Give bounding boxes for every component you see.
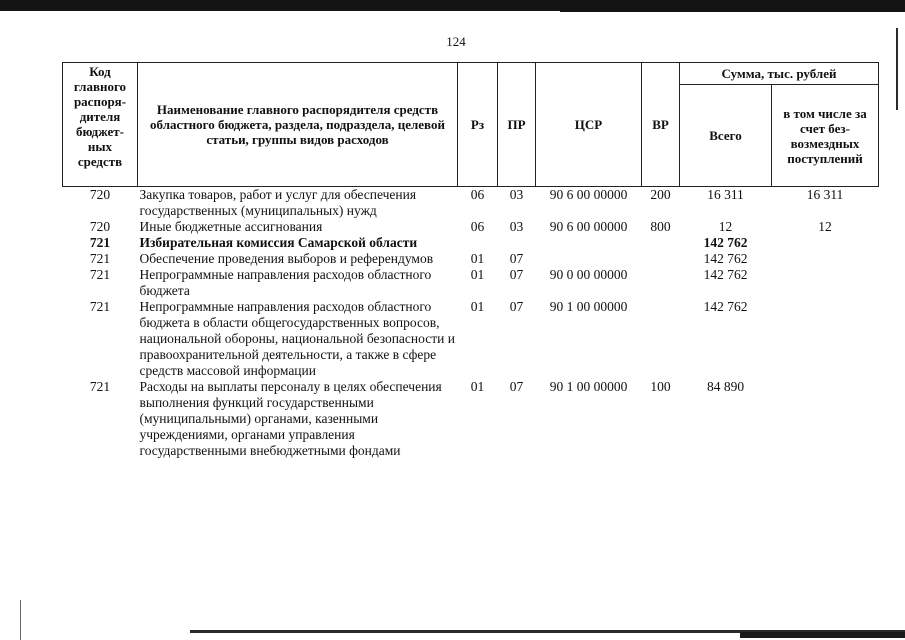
cell-name: Непрограммные направления расходов областного бюджета в области общегосударственных вопросов, национальной обороны, национальной безопасности и правоохранительной деятельности, а также в сфере средств массовой информации (139, 299, 455, 378)
table-body (63, 187, 879, 460)
cell-rz: 01 (470, 251, 485, 266)
cell-bez (772, 379, 879, 459)
cell-bez: 12 (818, 219, 832, 234)
cell-bez (772, 251, 879, 267)
header-vr: ВР (642, 63, 680, 187)
table-row (63, 251, 879, 267)
cell-vr: 800 (650, 219, 671, 234)
cell-vr (642, 299, 680, 379)
cell-rz: 01 (470, 299, 485, 314)
table-row (63, 379, 879, 459)
cell-code: 721 (89, 251, 111, 266)
cell-csr: 90 1 00 00000 (549, 379, 628, 394)
cell-vr: 200 (650, 187, 671, 202)
cell-pr: 07 (509, 299, 524, 314)
cell-total: 12 (718, 219, 733, 234)
cell-pr (498, 235, 536, 251)
cell-pr: 03 (509, 187, 524, 202)
cell-code: 721 (89, 267, 111, 282)
cell-rz: 06 (470, 219, 485, 234)
cell-name: Закупка товаров, работ и услуг для обеспечения государственных (муниципальных) нужд (139, 187, 417, 218)
cell-csr: 90 0 00 00000 (549, 267, 628, 282)
cell-rz: 01 (470, 267, 485, 282)
header-code: Код главного распоря- дителя бюджет- ных средств (63, 63, 138, 187)
cell-bez: 16 311 (806, 187, 844, 202)
cell-bez (772, 267, 879, 299)
cell-name: Расходы на выплаты персоналу в целях обеспечения выполнения функций государственными (муниципальными) органами, казенными учреждениями, органами управления государственными внебюджетными фондами (139, 379, 442, 458)
cell-pr: 07 (509, 379, 524, 394)
cell-code: 720 (89, 187, 111, 202)
scan-edge-top-notch (560, 9, 905, 12)
cell-bez (772, 299, 879, 379)
cell-total: 84 890 (706, 379, 745, 394)
cell-total: 142 762 (703, 235, 748, 250)
cell-pr: 03 (509, 219, 524, 234)
cell-total: 142 762 (703, 267, 748, 282)
scan-edge-right (896, 28, 898, 110)
header-sum: Сумма, тыс. рублей (680, 63, 879, 85)
header-csr: ЦСР (536, 63, 642, 187)
cell-csr (536, 251, 642, 267)
header-total: Всего (680, 85, 772, 187)
cell-name: Обеспечение проведения выборов и референдумов (139, 251, 434, 266)
header-name: Наименование главного распорядителя средств областного бюджета, раздела, подраздела, целевой статьи, группы видов расходов (138, 63, 458, 187)
table-header (63, 63, 879, 187)
cell-csr: 90 6 00 00000 (549, 219, 628, 234)
cell-bez (772, 235, 879, 251)
header-rz: Рз (458, 63, 498, 187)
table-row (63, 299, 879, 379)
cell-rz: 06 (470, 187, 485, 202)
table-row (63, 235, 879, 251)
table-row (63, 219, 879, 235)
header-pr: ПР (498, 63, 536, 187)
scan-edge-left (20, 600, 21, 640)
header-bez: в том числе за счет без- возмездных поступлений (772, 85, 879, 187)
page-number: 124 (446, 34, 466, 49)
cell-vr: 100 (650, 379, 671, 394)
cell-vr (642, 267, 680, 299)
cell-csr (536, 235, 642, 251)
cell-csr: 90 6 00 00000 (549, 187, 628, 202)
cell-vr (642, 251, 680, 267)
cell-pr: 07 (509, 267, 524, 282)
cell-rz: 01 (470, 379, 485, 394)
cell-code: 721 (89, 299, 111, 314)
cell-code: 721 (89, 235, 111, 250)
cell-name: Иные бюджетные ассигнования (139, 219, 323, 234)
scan-edge-bottom-thick (740, 632, 905, 638)
cell-vr (642, 235, 680, 251)
cell-rz (458, 235, 498, 251)
cell-pr: 07 (509, 251, 524, 266)
cell-code: 720 (89, 219, 111, 234)
cell-total: 16 311 (707, 187, 744, 202)
budget-table (62, 62, 879, 459)
table-row (63, 267, 879, 299)
cell-total: 142 762 (703, 251, 748, 266)
cell-name: Избирательная комиссия Самарской области (139, 235, 418, 250)
table-row (63, 187, 879, 220)
cell-name: Непрограммные направления расходов областного бюджета (139, 267, 432, 298)
cell-csr: 90 1 00 00000 (549, 299, 628, 314)
cell-total: 142 762 (703, 299, 748, 314)
cell-code: 721 (89, 379, 111, 394)
